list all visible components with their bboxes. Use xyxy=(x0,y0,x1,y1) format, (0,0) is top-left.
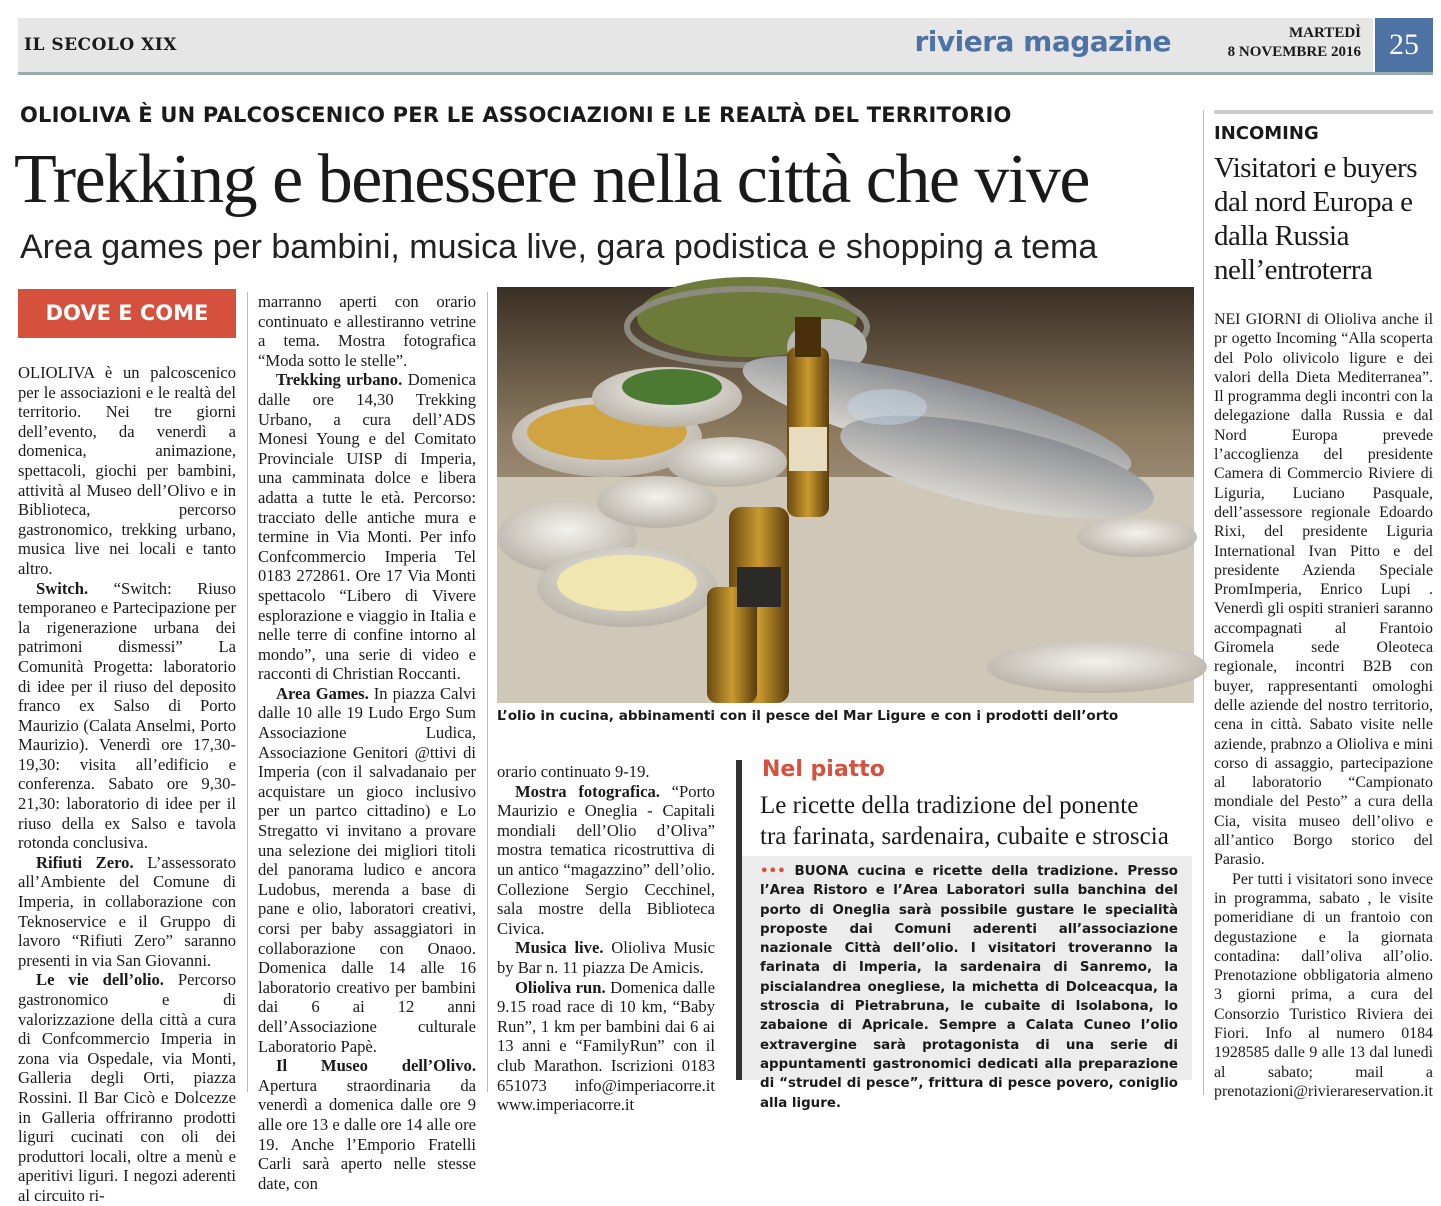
page-header xyxy=(18,18,1433,72)
box-body: ••• BUONA cucina e ricette della tradizione. Presso l’Area Ristoro e l’Area Laboratori sulla banchina del porto di Oneglia sarà possibile gustare le specialità proposte dai Comuni aderenti all’associazione nazionale Città dell’olio. I visitatori troveranno la farinata di Imperia, la sardenaira di Sanremo, la piscialandrea onegliese, la michetta di Dolceacqua, la stroscia di Pietrabruna, le cubaite di Isolabona, lo zabaione di Apricale. Sempre a Calata Cuneo l’olio extravergine sarà protagonista di una serie di appuntamenti gastronomici dedicati alla preparazione di “strudel di pesce”, frittura di pesce povero, coniglio alla ligure. xyxy=(742,856,1192,1080)
sidebar-body xyxy=(1214,310,1433,1101)
paragraph: Le vie dell’olio. Percorso gastronomico e di valorizzazione della città a cura di Confcommercio Imperia in zona via Ospedale, via Monti, Galleria degli Orti, piazza Rossini. Il Bar Cicò e Dolcezze in Galleria offriranno prodotti liguri cucinati con oli dei produttori locali, oltre a menù e aperitivi liguri. I negozi aderenti al circuito ri- xyxy=(18,970,236,1205)
paragraph: Per tutti i visitatori sono invece in programma, sabato , le visite pomeridiane di un frantoio con degustazione e la giornata contadina: dall’oliva all’olio. Prenotazione obbligatoria almeno 3 giorni prima, a cura del Consorzio Turistico Riviera dei Fiori. Info al numero 0184 1928585 dalle 9 alle 13 dal lunedì al sabato; mail a prenotazioni@rivierareservation.it xyxy=(1214,870,1433,1100)
article-column-1 xyxy=(18,363,236,1206)
column-divider xyxy=(247,292,248,1092)
paragraph: Switch. “Switch: Riuso temporaneo e Partecipazione per la rigenerazione urbana dei patrimoni dismessi” La Comunità Progetta: laboratorio di idee per il riuso del deposito franco ex Salso di Porto Maurizio (Calata Anselmi, Porto Maurizio). Venerdì ore 17,30-19,30: visita all’edificio e conferenza. Sabato ore 9,30-21,30: laboratorio di idee per il riuso della ex Salso e tavola rotonda conclusiva. xyxy=(18,578,236,853)
paragraph: Trekking urbano. Domenica dalle ore 14,30 Trekking Urbano, a cura dell’ADS Monesi Young e del Comitato Provinciale UISP di Imperia, una camminata dolce e libera adatta a tutte le età. Percorso: tracciato delle antiche mura e termine in Via Monti. Per info Confcommercio Imperia Tel 0183 272861. Ore 17 Via Monti spettacolo “Libero di Vivere esplorazione e viaggio in Italia e nelle terre di confine intorno al mondo”, una serie di video e racconti di Christian Roccanti. xyxy=(258,370,476,684)
article-column-3 xyxy=(497,762,715,1115)
photo-caption: L’olio in cucina, abbinamenti con il pesce del Mar Ligure e con i prodotti dell’orto xyxy=(497,708,1119,724)
column-divider xyxy=(1203,110,1204,1095)
paragraph: Rifiuti Zero. L’assessorato all’Ambiente del Comune di Imperia, in collaborazione con Teknoservice e il Gruppo di lavoro “Rifiuti Zero” saranno presenti in via San Giovanni. xyxy=(18,852,236,970)
sidebar-label: INCOMING xyxy=(1214,123,1319,144)
paragraph: Olioliva run. Domenica dalle 9.15 road race di 10 km, “Baby Run”, 1 km per bambini dai 6 ai 13 anni e “FamilyRun” con il club Marathon. Iscrizioni 0183 651073 info@imperiacorre.it www.imperiacorre.it xyxy=(497,977,715,1115)
section-title: riviera magazine xyxy=(914,25,1171,58)
sidebar-rule xyxy=(1214,110,1433,114)
article-subhead: Area games per bambini, musica live, gara podistica e shopping a tema xyxy=(20,228,1098,266)
section-box-label: DOVE E COME xyxy=(18,289,236,338)
box-title: Le ricette della tradizione del ponente tra farinata, sardenaira, cubaite e stroscia xyxy=(760,792,1169,850)
paragraph: marranno aperti con orario continuato e allestiranno vetrine a tema. Mostra fotografica “Moda sotto le stelle”. xyxy=(258,292,476,370)
kitchen-still-life-image xyxy=(497,287,1194,703)
sidebar-title: Visitatori e buyers dal nord Europa e dalla Russia nell’entroterra xyxy=(1214,152,1417,286)
article-photo xyxy=(497,287,1194,703)
newspaper-masthead: IL SECOLO XIX xyxy=(24,35,177,55)
paragraph: Musica live. Olioliva Music by Bar n. 11 piazza De Amicis. xyxy=(497,938,715,977)
paragraph: NEI GIORNI di Olioliva anche il pr ogetto Incoming “Alla scoperta del Polo olivicolo ligure e dei valori della Dieta Mediterranea”. Il programma degli incontri con la delegazione dalla Russia e dal Nord Europa prevede l’accoglienza del presidente Camera di Commercio Riviere di Liguria, Luciano Pasquale, dell’assessore regionale Edoardo Rixi, del presidente Liguria International Ivan Pitto e del presidente Azienda Speciale PromImperia, Enrico Lupi . Venerdì gli ospiti stranieri saranno accompagnati al Frantoio Giromela sede Oleoteca regionale, incontri B2B con buyer, rappresentanti omologhi delle aziende del nostro territorio, cena in città. Sabato visite nelle aziende, prabnzo a Olioliva e mini corso di assaggio, partecipazione al laboratorio “Campionato mondiale del Pesto” a cura della Cia, visita museo dell’olivo e all’antico Borgo storico del Parasio. xyxy=(1214,311,1433,869)
paragraph: Area Games. In piazza Calvi dalle 10 alle 19 Ludo Ergo Sum Associazione Ludica, Associazione Genitori @ttivi di Imperia (con il salvadanaio per acquistare un gioco inclusivo per un partco cittadino) e Lo Stregatto vi invitano a provare una selezione dei migliori titoli del panorama ludico e ancora Ludobus, merenda a base di pane e olio, laboratori creativi, corsi per baby assaggiatori in collaborazione con Onaoo. Domenica dalle 14 alle 16 laboratorio creativo per bambini dai 6 ai 12 anni dell’Associazione culturale Laboratorio Papè. xyxy=(258,683,476,1056)
page-number: 25 xyxy=(1373,18,1433,72)
weekday: MARTEDÌ xyxy=(1289,25,1361,41)
issue-date xyxy=(1228,24,1361,62)
column-divider xyxy=(487,292,488,1092)
article-kicker: OLIOLIVA È UN PALCOSCENICO PER LE ASSOCIAZIONI E LE REALTÀ DEL TERRITORIO xyxy=(20,103,1012,127)
bullet-dots-icon: ••• xyxy=(760,864,786,879)
paragraph: Mostra fotografica. “Porto Maurizio e Oneglia - Capitali mondiali dell’Olio d’Oliva” mostra tematica ricostruttiva di un antico “magazzino” dell’olio. Collezione Sergio Cecchinel, sala mostre della Biblioteca Civica. xyxy=(497,781,715,938)
paragraph: Il Museo dell’Olivo. Apertura straordinaria da venerdì a domenica dalle ore 9 alle ore 13 e dalle ore 14 alle ore 19. Anche l’Emporio Fratelli Carli sarà aperto nelle stesse date, con xyxy=(258,1056,476,1193)
date: 8 NOVEMBRE 2016 xyxy=(1227,44,1361,60)
paragraph: OLIOLIVA è un palcoscenico per le associazioni e le realtà del territorio. Nei tre giorni dell’evento, da venerdì a domenica, animazione, spettacoli, giochi per bambini, attività al Museo dell’Olivo e in Biblioteca, percorso gastronomico, trekking urbano, musica live nei locali e tanto altro. xyxy=(18,363,236,578)
header-rule xyxy=(18,72,1433,75)
article-headline: Trekking e benessere nella città che vive xyxy=(14,141,1089,218)
article-column-2 xyxy=(258,292,476,1193)
box-label: Nel piatto xyxy=(762,757,885,782)
paragraph: orario continuato 9-19. xyxy=(497,762,650,781)
